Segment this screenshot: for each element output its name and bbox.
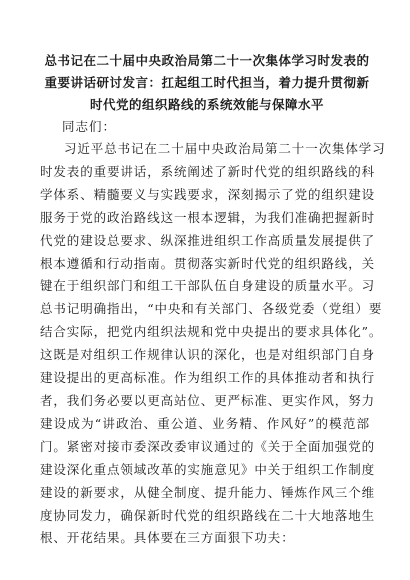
salutation: 同志们： bbox=[62, 119, 117, 134]
body-line: 学体系、精髓要义与实践要求，深刻揭示了党的组织建设 bbox=[40, 186, 376, 202]
document-title bbox=[44, 50, 370, 116]
body-line: 建设提出的更高标准。作为组织工作的具体推动者和执行 bbox=[40, 370, 376, 386]
body-line: 服务于党的政治路线这一根本逻辑，为我们准确把握新时 bbox=[40, 209, 376, 225]
body-line: 结合实际，把党内组织法规和党中央提出的要求具体化”。 bbox=[40, 324, 383, 340]
body-line: 根本遵循和行动指南。贯彻落实新时代党的组织路线，关 bbox=[40, 255, 376, 271]
body-line: 习近平总书记在二十届中央政治局第二十一次集体学习 bbox=[64, 141, 386, 156]
body-line: 门。紧密对接市委深改委审议通过的《关于全面加强党的 bbox=[40, 438, 376, 454]
title-line-2: 重要讲话研讨发言：扛起组工时代担当，着力提升贯彻新 bbox=[44, 75, 370, 90]
body-line: 键在于组织部门和组工干部队伍自身建设的质量水平。习 bbox=[40, 278, 376, 294]
body-line: 者，我们务必要以更高站位、更严标准、更实作风，努力 bbox=[40, 392, 376, 408]
body-line: 建设成为“讲政治、重公道、业务精、作风好”的模范部 bbox=[40, 415, 370, 431]
body-line: 这既是对组织工作规律认识的深化，也是对组织部门自身 bbox=[40, 347, 376, 363]
title-line-1: 总书记在二十届中央政治局第二十一次集体学习时发表的 bbox=[44, 53, 370, 68]
title-line-3: 时代党的组织路线的系统效能与保障水平 bbox=[89, 97, 324, 112]
body-paragraph bbox=[40, 138, 386, 550]
body-line: 度协同发力，确保新时代党的组织路线在二十大地落地生 bbox=[40, 507, 376, 523]
body-line: 总书记明确指出，“中央和有关部门、各级党委（党组）要 bbox=[40, 301, 383, 317]
body-line: 建设的新要求，从健全制度、提升能力、锤炼作风三个维 bbox=[40, 484, 376, 500]
body-line: 时发表的重要讲话，系统阐述了新时代党的组织路线的科 bbox=[40, 163, 376, 179]
body-line: 代党的建设总要求、纵深推进组织工作高质量发展提供了 bbox=[40, 232, 376, 248]
body-line: 建设深化重点领域改革的实施意见》中关于组织工作制度 bbox=[40, 461, 376, 477]
body-line: 根、开花结果。具体要在三方面狠下功夫： bbox=[40, 530, 295, 546]
